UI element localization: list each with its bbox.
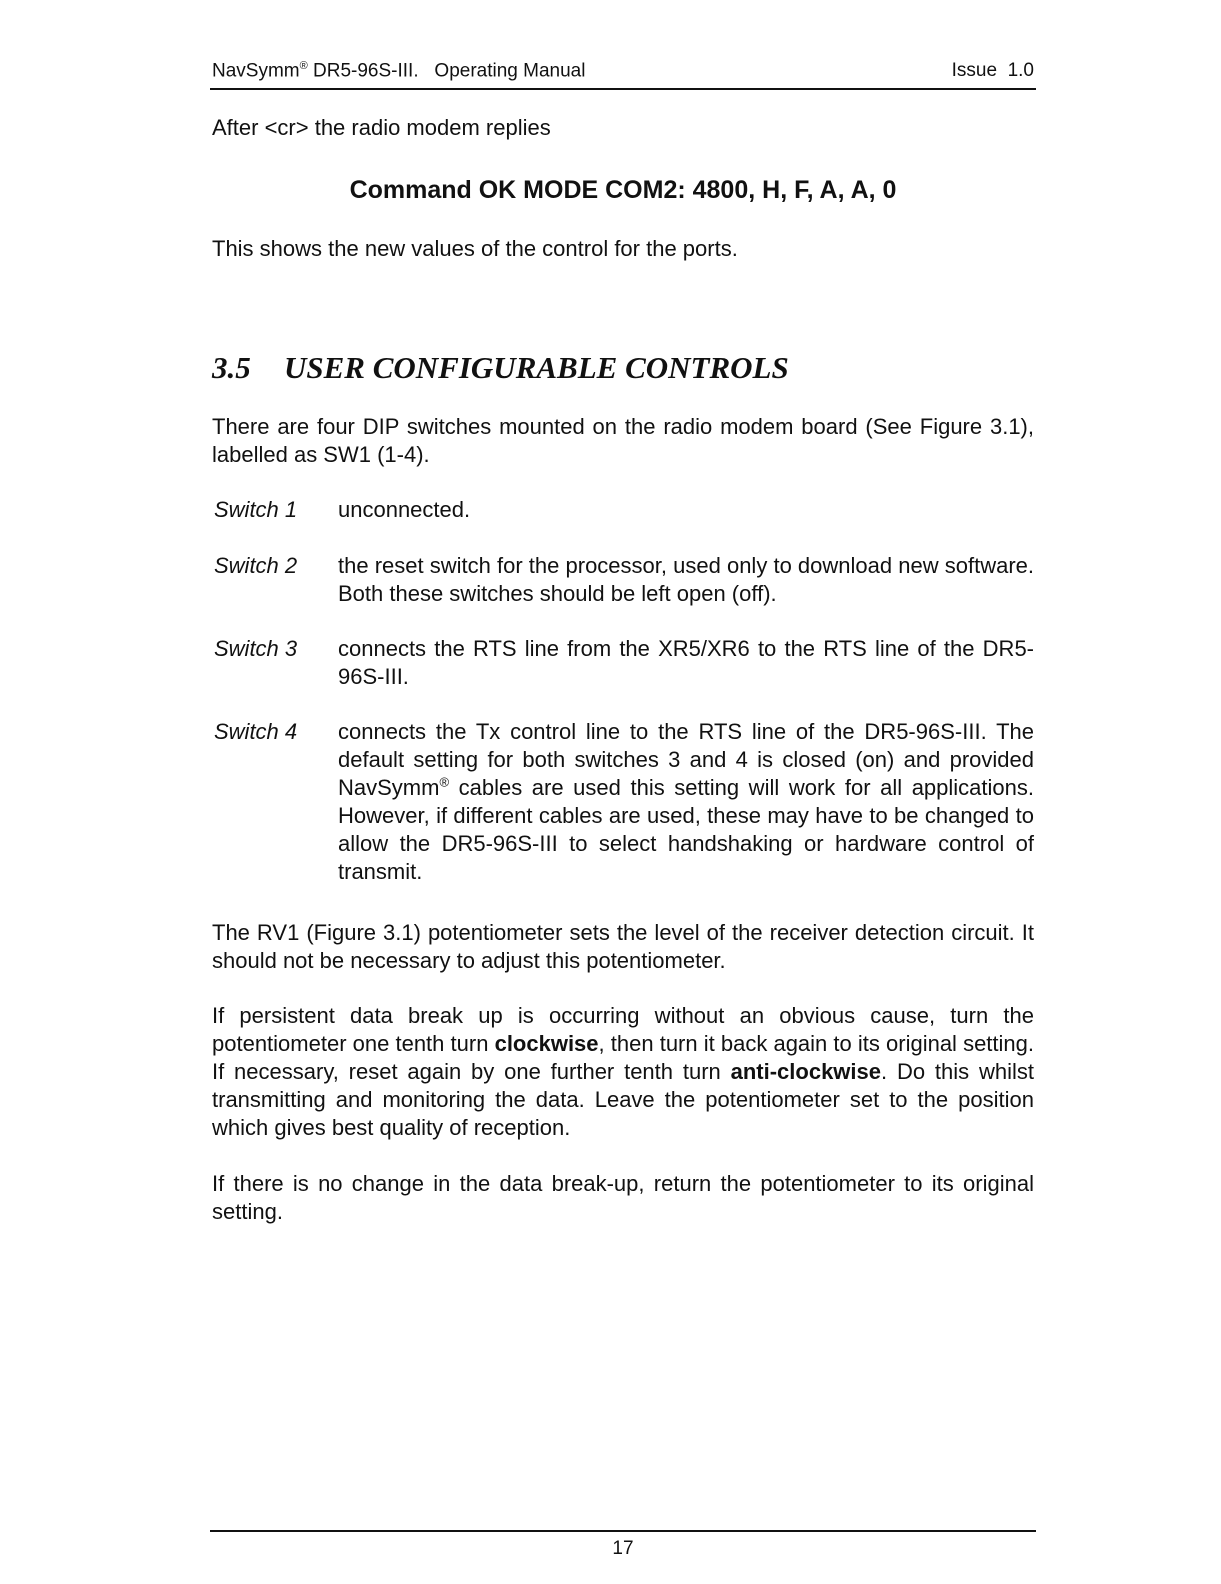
header-title: NavSymm® DR5-96S-III. Operating Manual xyxy=(212,60,586,82)
switch-4-text: connects the Tx control line to the RTS line of the DR5-96S-III. The default setting for both switches 3 and 4 is closed (on) and provided NavSymm® cables are used this setting will work for all applications. However, if different cables are used, these may have to be changed to allow the DR5-96S-III to select handshaking or hardware control of transmit. xyxy=(338,719,1034,884)
anti-clockwise-emphasis: anti-clockwise xyxy=(730,1059,881,1084)
dip-switch-paragraph: There are four DIP switches mounted on the radio modem board (See Figure 3.1), labelled as SW1 (1-4). xyxy=(212,414,1034,467)
section-heading xyxy=(212,350,789,386)
switch-2-text: the reset switch for the processor, used only to download new software. Both these switches should be left open (off). xyxy=(338,553,1034,606)
switch-3-text: connects the RTS line from the XR5/XR6 to the RTS line of the DR5-96S-III. xyxy=(338,636,1034,689)
section-title: USER CONFIGURABLE CONTROLS xyxy=(284,350,789,385)
command-response: Command OK MODE COM2: 4800, H, F, A, A, 0 xyxy=(349,176,897,204)
no-change-paragraph: If there is no change in the data break-up, return the potentiometer to its original setting. xyxy=(212,1171,1034,1224)
switch-1-label: Switch 1 xyxy=(214,497,298,522)
page-header xyxy=(210,58,1036,90)
switch-1-text: unconnected. xyxy=(338,497,471,522)
header-issue: Issue 1.0 xyxy=(951,60,1034,81)
section-number: 3.5 xyxy=(212,350,251,385)
footer-divider xyxy=(210,1530,1036,1532)
switch-4-label: Switch 4 xyxy=(214,719,298,744)
values-line: This shows the new values of the control for the ports. xyxy=(212,236,738,261)
intro-line: After <cr> the radio modem replies xyxy=(212,115,551,140)
page-number: 17 xyxy=(612,1538,634,1559)
switch-3-label: Switch 3 xyxy=(214,636,298,661)
data-breakup-paragraph: If persistent data break up is occurring without an obvious cause, turn the potentiometer one tenth turn clockwise, then turn it back again to its original setting. If necessary, reset again by one further tenth turn anti-clockwise. Do this whilst transmitting and monitoring the data. Leave the potentiometer set to the position which gives best quality of reception. xyxy=(212,1003,1034,1140)
rv1-paragraph: The RV1 (Figure 3.1) potentiometer sets the level of the receiver detection circuit. It should not be necessary to adjust this potentiometer. xyxy=(212,920,1034,973)
clockwise-emphasis: clockwise xyxy=(494,1031,599,1056)
switch-2-label: Switch 2 xyxy=(214,553,298,578)
